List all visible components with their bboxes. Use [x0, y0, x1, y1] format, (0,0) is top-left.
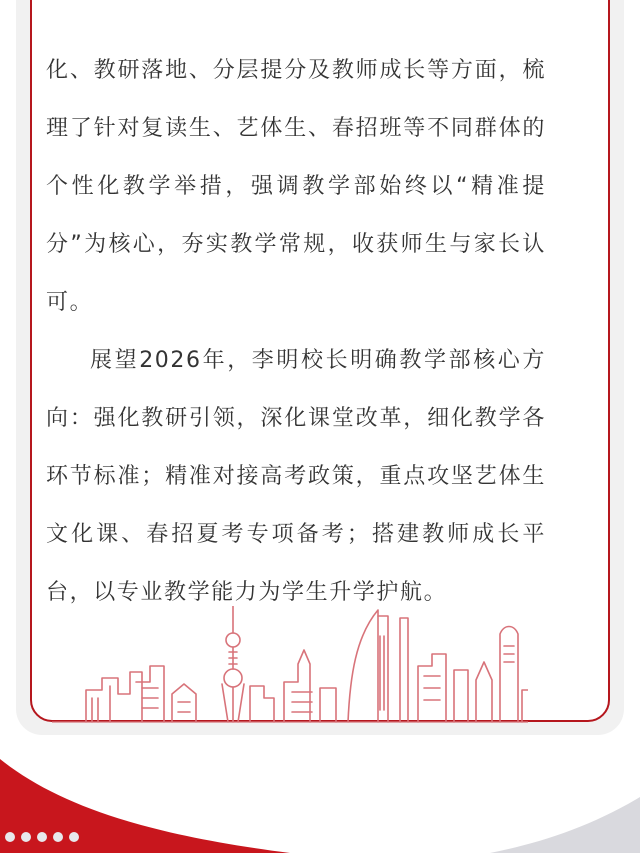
skyline-buildings-center	[250, 610, 446, 722]
article-paragraph-2: 展望2026年，李明校长明确教学部核心方向：强化教研引领，深化课堂改革，细化教学各环节标准；精准对接高考政策，重点攻坚艺体生文化课、春招夏考专项备考；搭建教师成长平台，以专业教学能力为学生升学护航。	[46, 348, 546, 605]
city-skyline-line-icon	[52, 606, 528, 752]
gray-swoosh	[490, 797, 640, 853]
skyline-buildings-left	[86, 666, 196, 722]
bottom-swoosh-decoration	[0, 735, 640, 853]
article-body	[46, 42, 546, 622]
tv-tower	[222, 606, 244, 722]
article-paragraph-1: 化、教研落地、分层提分及教师成长等方面，梳理了针对复读生、艺体生、春招班等不同群体的个性化教学举措，强调教学部始终以“精准提分”为核心，夯实教学常规，收获师生与家长认可。	[46, 58, 546, 315]
skyline-buildings-right	[454, 627, 528, 723]
